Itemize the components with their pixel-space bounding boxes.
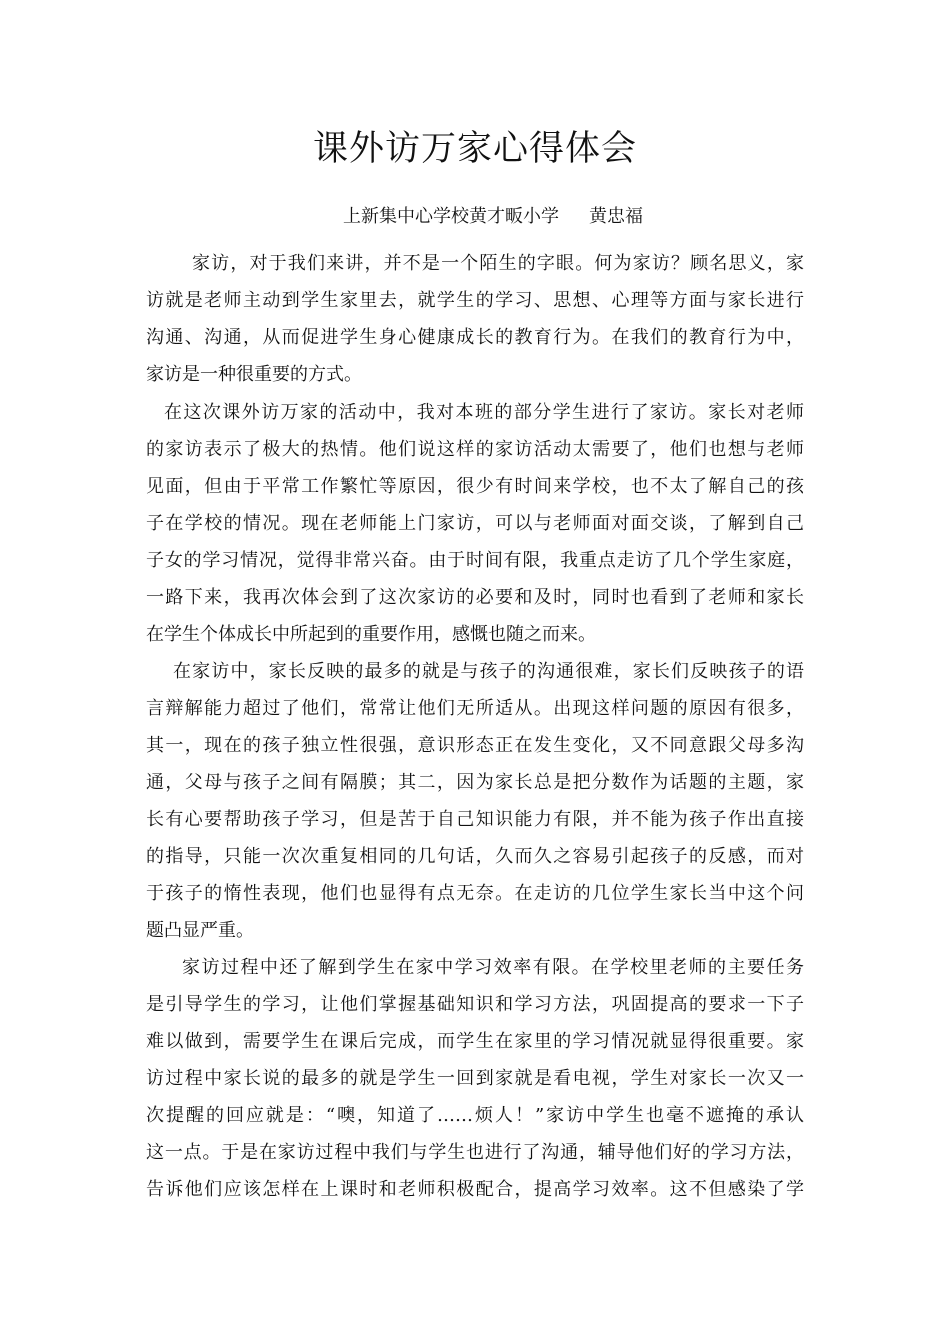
text-line: 于孩子的惰性表现，他们也显得有点无奈。在走访的几位学生家长当中这个问: [146, 883, 804, 904]
text-line: 难以做到，需要学生在课后完成，而学生在家里的学习情况就显得很重要。家: [146, 1031, 804, 1052]
text-line: 一路下来，我再次体会到了这次家访的必要和及时，同时也看到了老师和家长: [146, 587, 804, 608]
text-line: 访就是老师主动到学生家里去，就学生的学习、思想、心理等方面与家长进行: [146, 290, 804, 311]
text-line: 在家访中，家长反映的最多的就是与孩子的沟通很难，家长们反映孩子的语: [173, 661, 804, 682]
text-line: 访过程中家长说的最多的就是学生一回到家就是看电视，学生对家长一次又一: [146, 1068, 804, 1089]
author-byline: [0, 203, 950, 231]
text-line: 言辩解能力超过了他们，常常让他们无所适从。出现这样问题的原因有很多，: [146, 698, 804, 719]
text-line: 的家访表示了极大的热情。他们说这样的家访活动太需要了，他们也想与老师: [146, 439, 804, 460]
text-line: 通，父母与孩子之间有隔膜；其二，因为家长总是把分数作为话题的主题，家: [146, 772, 804, 793]
author-name: 黄忠福: [589, 206, 643, 227]
text-line: 告诉他们应该怎样在上课时和老师积极配合，提高学习效率。这不但感染了学: [146, 1179, 804, 1200]
text-line: 这一点。于是在家访过程中我们与学生也进行了沟通，辅导他们好的学习方法，: [146, 1142, 804, 1163]
text-line: 在学生个体成长中所起到的重要作用，感慨也随之而来。: [146, 624, 596, 645]
text-line: 的指导，只能一次次重复相同的几句话，久而久之容易引起孩子的反感，而对: [146, 846, 804, 867]
document-title: 课外访万家心得体会: [312, 129, 637, 169]
text-line: 次提醒的回应就是：“噢，知道了……烦人！”家访中学生也毫不遮掩的承认: [146, 1105, 804, 1126]
text-line: 是引导学生的学习，让他们掌握基础知识和学习方法，巩固提高的要求一下子: [146, 994, 804, 1015]
text-line: 见面，但由于平常工作繁忙等原因，很少有时间来学校，也不太了解自己的孩: [146, 476, 804, 497]
school-name: 上新集中心学校黄才畈小学: [343, 206, 559, 227]
text-line: 沟通、沟通，从而促进学生身心健康成长的教育行为。在我们的教育行为中，: [146, 327, 804, 348]
text-line: 长有心要帮助孩子学习，但是苦于自己知识能力有限，并不能为孩子作出直接: [146, 809, 804, 830]
text-line: 子女的学习情况，觉得非常兴奋。由于时间有限，我重点走访了几个学生家庭，: [146, 550, 804, 571]
text-line: 在这次课外访万家的活动中，我对本班的部分学生进行了家访。家长对老师: [164, 402, 804, 423]
text-line: 子在学校的情况。现在老师能上门家访，可以与老师面对面交谈，了解到自己: [146, 513, 804, 534]
text-line: 家访是一种很重要的方式。: [146, 364, 362, 385]
text-line: 题凸显严重。: [146, 920, 254, 941]
text-line: 家访，对于我们来讲，并不是一个陌生的字眼。何为家访？顾名思义，家: [192, 253, 804, 274]
text-line: 其一，现在的孩子独立性很强，意识形态正在发生变化，又不同意跟父母多沟: [146, 735, 804, 756]
text-line: 家访过程中还了解到学生在家中学习效率有限。在学校里老师的主要任务: [182, 957, 804, 978]
